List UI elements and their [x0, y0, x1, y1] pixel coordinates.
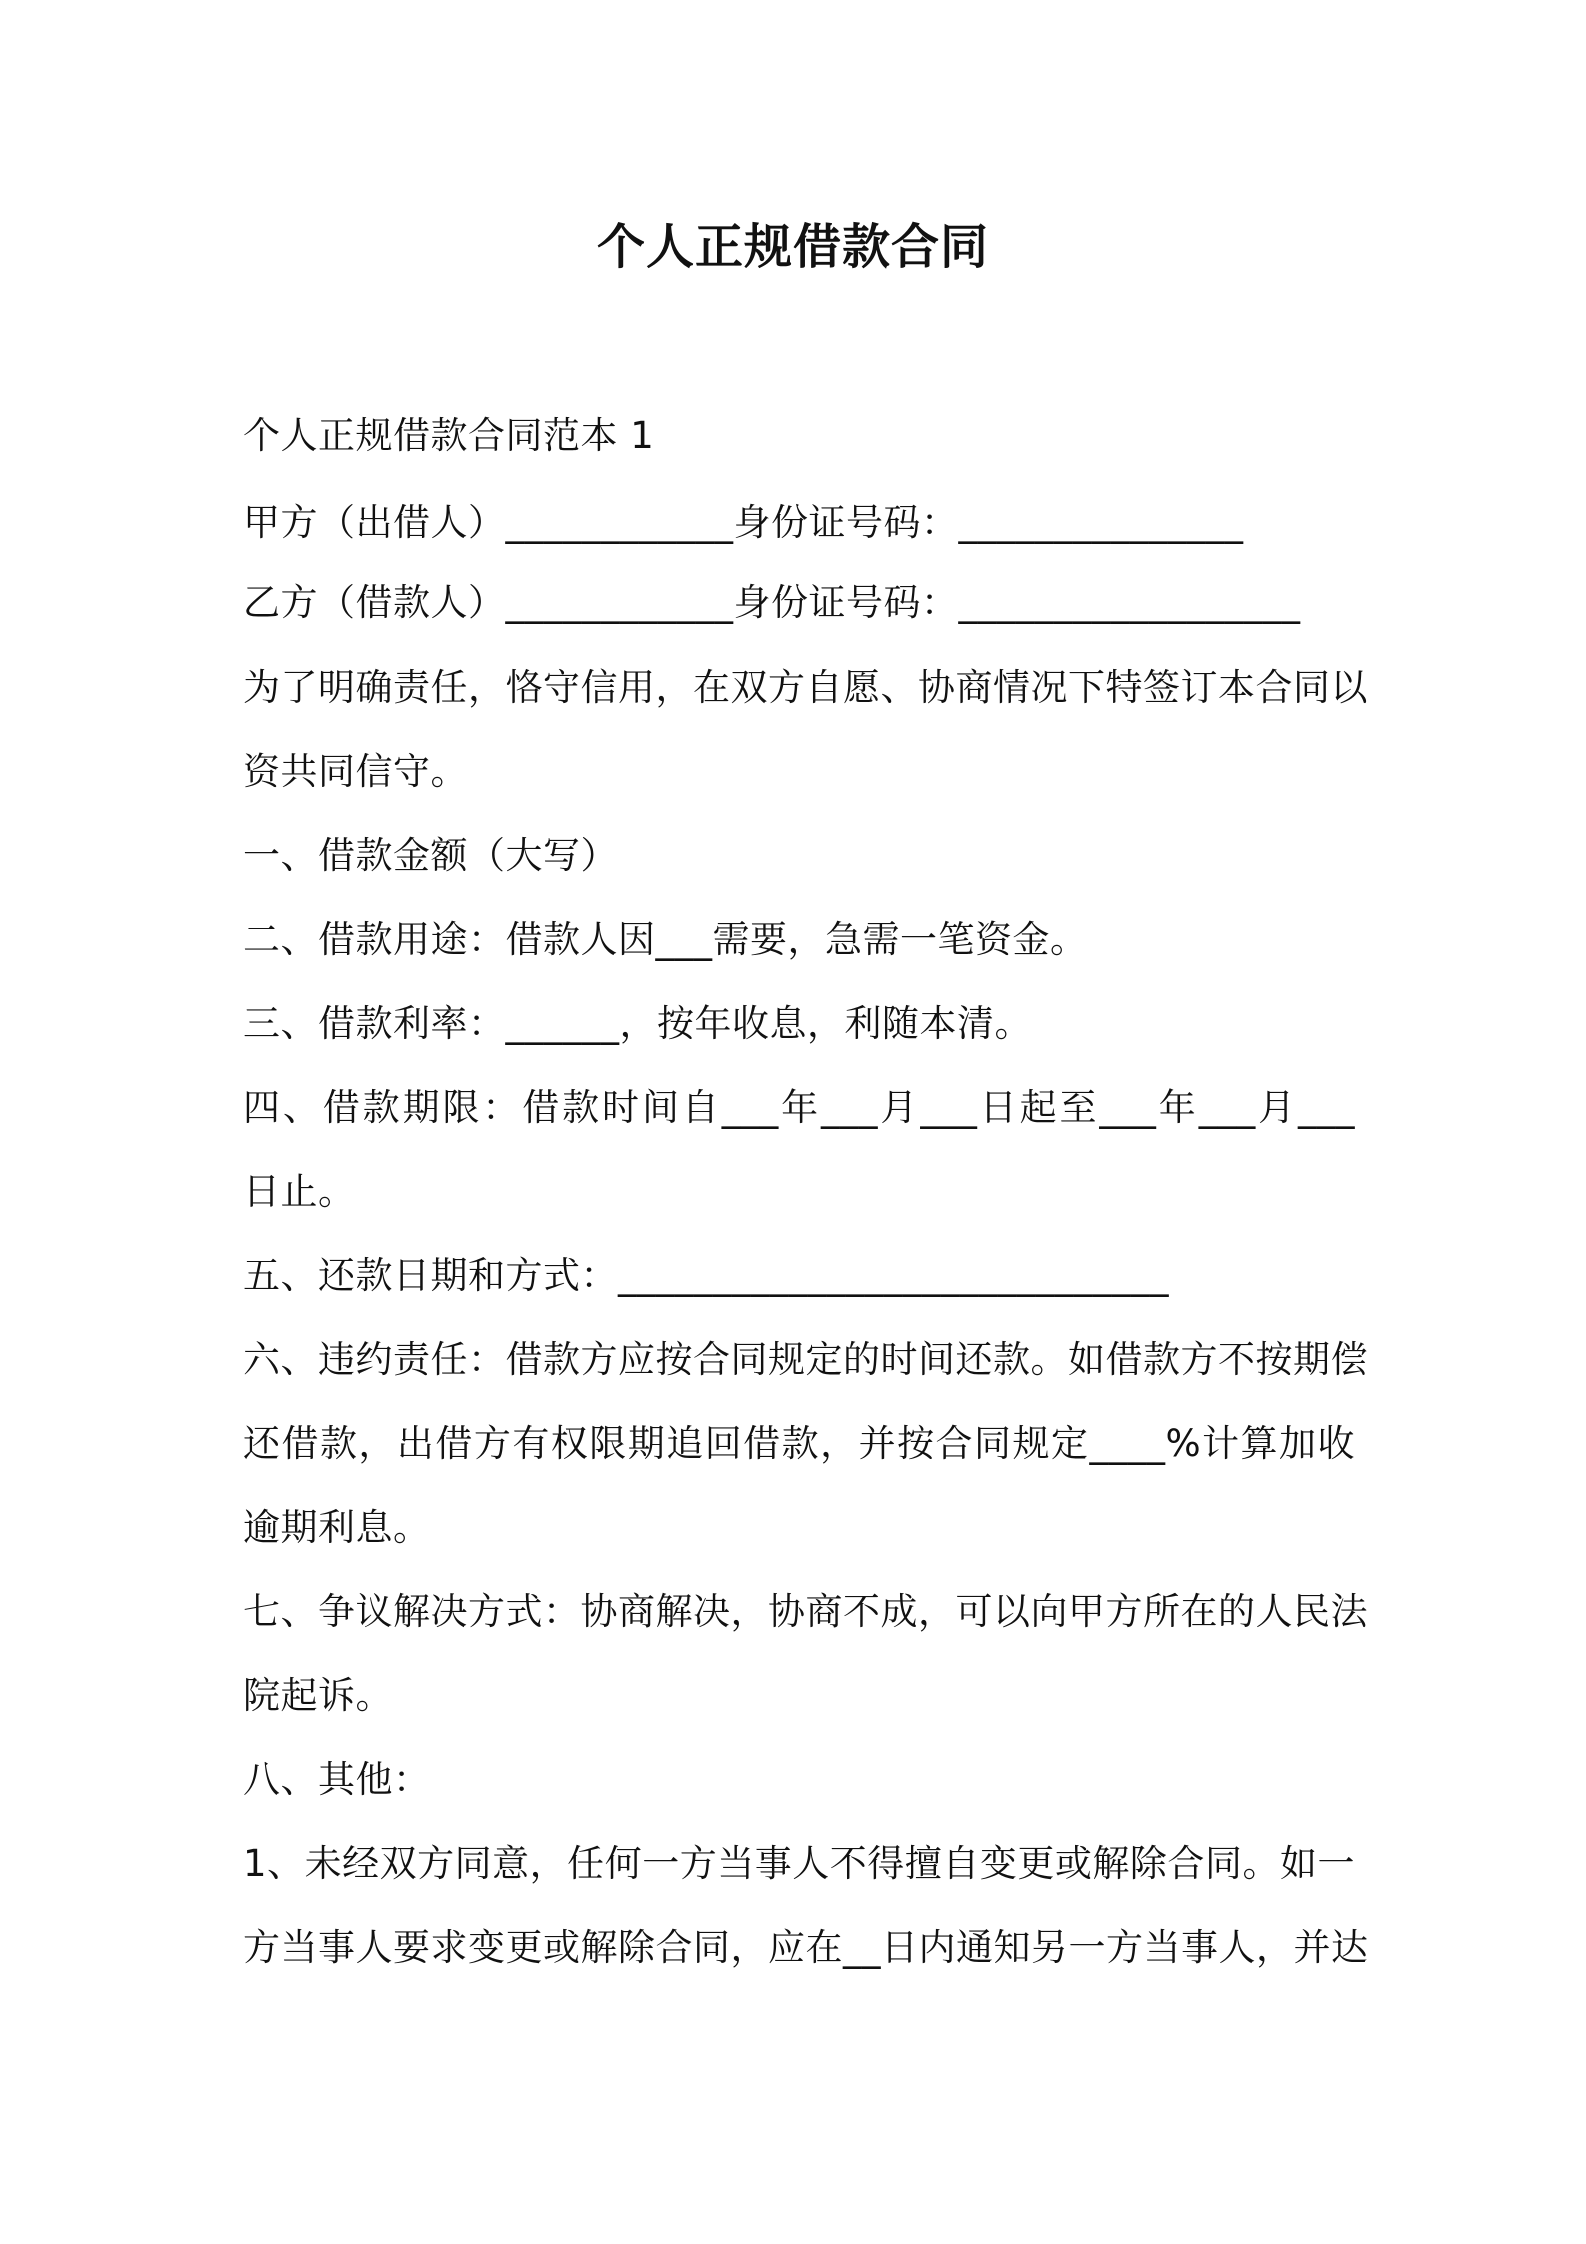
- clause-8-item-1-line-2: 方当事人要求变更或解除合同，应在__日内通知另一方当事人，并达: [243, 1926, 1369, 1969]
- clause-8-other: 八、其他：: [243, 1758, 431, 1801]
- party-b-line: 乙方（借款人）____________身份证号码：__________________: [243, 581, 1301, 624]
- clause-4-term-line-1: 四、借款期限：借款时间自___年___月___日起至___年___月___: [243, 1086, 1355, 1129]
- clause-4-term-line-2: 日止。: [243, 1170, 356, 1213]
- clause-8-item-1-line-1: 1、未经双方同意，任何一方当事人不得擅自变更或解除合同。如一: [243, 1842, 1355, 1885]
- clause-1-amount: 一、借款金额（大写）: [243, 834, 618, 877]
- preamble-line-1: 为了明确责任，恪守信用，在双方自愿、协商情况下特签订本合同以: [243, 666, 1368, 709]
- clause-3-interest: 三、借款利率：______，按年收息，利随本清。: [243, 1002, 1032, 1045]
- clause-6-liability-line-1: 六、违约责任：借款方应按合同规定的时间还款。如借款方不按期偿: [243, 1338, 1368, 1381]
- preamble-line-2: 资共同信守。: [243, 750, 468, 793]
- clause-7-dispute-line-2: 院起诉。: [243, 1674, 393, 1717]
- clause-6-liability-line-3: 逾期利息。: [243, 1506, 431, 1549]
- clause-7-dispute-line-1: 七、争议解决方式：协商解决，协商不成，可以向甲方所在的人民法: [243, 1590, 1368, 1633]
- party-a-line: 甲方（出借人）____________身份证号码：_______________: [243, 501, 1244, 544]
- document-subtitle: 个人正规借款合同范本 1: [243, 414, 655, 457]
- clause-6-liability-line-2: 还借款，出借方有权限期追回借款，并按合同规定____%计算加收: [243, 1422, 1355, 1465]
- clause-2-purpose: 二、借款用途：借款人因___需要，急需一笔资金。: [243, 918, 1088, 961]
- document-title: 个人正规借款合同: [596, 219, 989, 275]
- clause-5-repayment: 五、还款日期和方式：_____________________________: [243, 1254, 1169, 1297]
